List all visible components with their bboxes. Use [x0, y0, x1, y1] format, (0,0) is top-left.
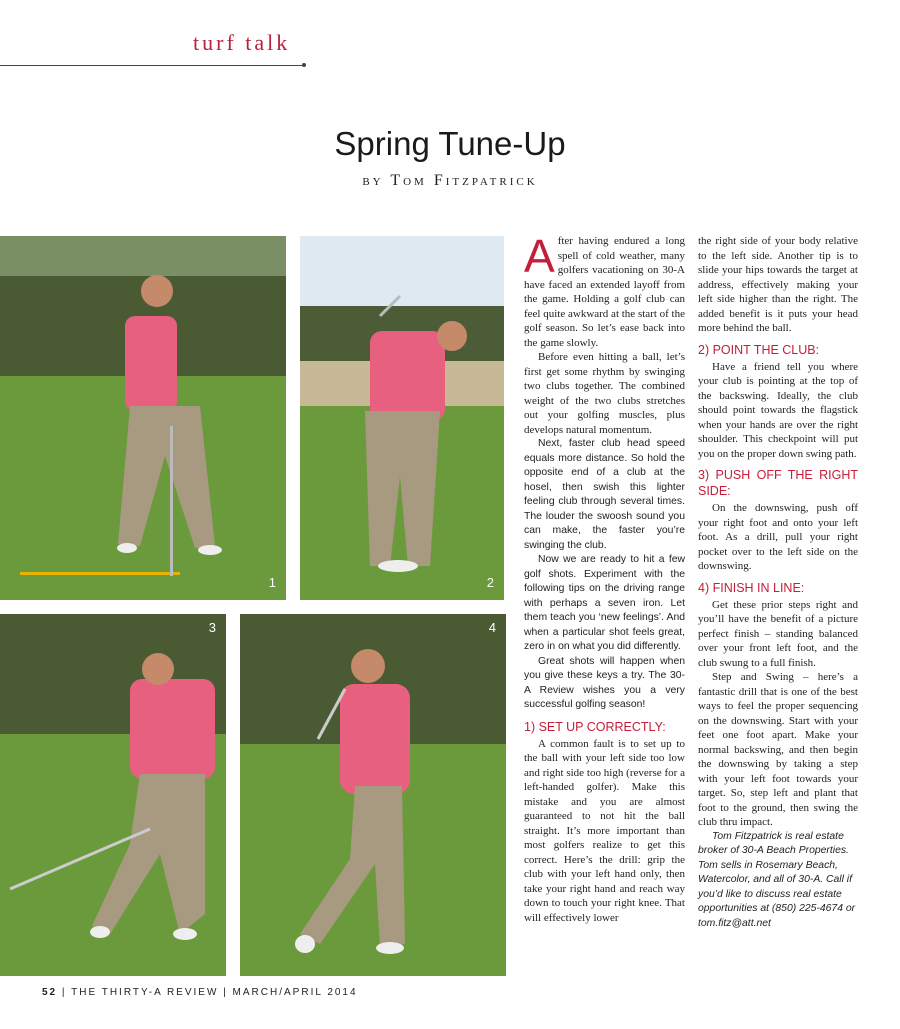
photo-1-image — [0, 236, 286, 600]
paragraph-text: fter having endured a long spell of cold weather, many golfers vacationing on 30-A have faced an extended layoff from the game. Holding a golf club can feel quite awkward at the start of the golf season. So let’s ease back into the game slowly. — [524, 235, 685, 349]
paragraph: On the downswing, push off your right foot and onto your left foot. As a drill, pull your right pocket over to the left side on the downswing. — [698, 502, 858, 572]
paragraph: A common fault is to set up to the ball with your left side too low and right side too high (reverse for a left-handed golfer). Make this mistake and you are almost guaranteed to not hit the ball straight. It’s more important than most golfers realize to get this correct. Here’s the drill: grip the club with your left hand only, then take your right hand and reach way down to touch your right knee. That will effectively lower — [524, 737, 685, 924]
paragraph: Before even hitting a ball, let’s first get some rhythm by swinging two clubs together. The combined weight of the two clubs stretches out your golfing muscles, plus develops natural momentum. — [524, 351, 685, 436]
tip-heading: 3) PUSH OFF THE RIGHT SIDE: — [698, 468, 858, 498]
article-column-2 — [698, 234, 858, 931]
photo-4-image — [240, 614, 506, 976]
page-footer — [42, 987, 358, 998]
section-label: turf talk — [193, 30, 291, 55]
paragraph: Next, faster club head speed equals more distance. So hold the opposite end of a club at the hosel, then swish this lighter feeling club through several times. The louder the swoosh sound you can make, the faster you’re swinging the club. — [524, 438, 685, 551]
article-byline: by Tom Fitzpatrick — [362, 172, 538, 189]
paragraph: Have a friend tell you where your club is pointing at the top of the backswing. Ideally, the club should point towards the flagstick when your hands are over the right shoulder. This checkpoint will put you on the proper down swing path. — [698, 360, 858, 460]
paragraph: the right side of your body relative to the left side. Another tip is to slide your hips towards the target at address, effectively making your left side higher than the right. The added benefit is it puts your head more behind the ball. — [698, 235, 858, 334]
tip-heading: 1) SET UP CORRECTLY: — [524, 719, 666, 734]
photo-2 — [300, 236, 504, 600]
paragraph: Great shots will happen when you give these keys a try. The 30-A Review wishes you a very successful golfing season! — [524, 655, 685, 710]
photo-3-number: 3 — [208, 620, 216, 635]
page-number: 52 — [42, 987, 58, 998]
photo-4-number: 4 — [488, 620, 496, 635]
photo-2-number: 2 — [486, 575, 494, 590]
paragraph: Step and Swing – here’s a fantastic drill that is one of the best ways to feel the proper sequencing on the downswing. Start with your feet one foot apart. Make your normal backswing, and then begin the downswing by taking a step with your left foot towards your target. So, step left and plant that foot to the ground, then swing the club thru impact. — [698, 671, 858, 828]
tip-heading: 2) POINT THE CLUB: — [698, 342, 820, 357]
article-title: Spring Tune-Up — [334, 125, 566, 162]
tip-heading: 4) FINISH IN LINE: — [698, 580, 805, 595]
photo-4 — [240, 614, 506, 976]
paragraph: Now we are ready to hit a few golf shots. Experiment with the following tips on the driving range with perhaps a seven iron. Let them teach you ‘new feelings’. And when a particular shot feels great, zero in on what you did differently. — [524, 554, 685, 652]
photo-1-number: 1 — [268, 575, 276, 590]
author-bio: Tom Fitzpatrick is real estate broker of 30-A Beach Properties. Tom sells in Rosemary Beach, Watercolor, and all of 30-A. Call if you’d like to discuss real estate opportunities at (850) 225-4674 or tom.fitz@att.net — [698, 830, 856, 929]
drop-cap: A — [524, 230, 555, 282]
publication-info: THE THIRTY-A REVIEW | MARCH/APRIL 2014 — [71, 987, 358, 998]
photo-3 — [0, 614, 226, 976]
photo-1 — [0, 236, 286, 600]
footer-separator: | — [61, 987, 67, 998]
paragraph — [524, 230, 685, 350]
photo-3-image — [0, 614, 226, 976]
photo-2-image — [300, 236, 504, 600]
article-column-1 — [524, 230, 685, 925]
paragraph: Get these prior steps right and you’ll have the benefit of a picture perfect finish – standing balanced over your front left foot, and the club swung to a full finish. — [698, 598, 858, 669]
header-rule — [0, 65, 303, 66]
header-rule-dot — [302, 63, 306, 67]
